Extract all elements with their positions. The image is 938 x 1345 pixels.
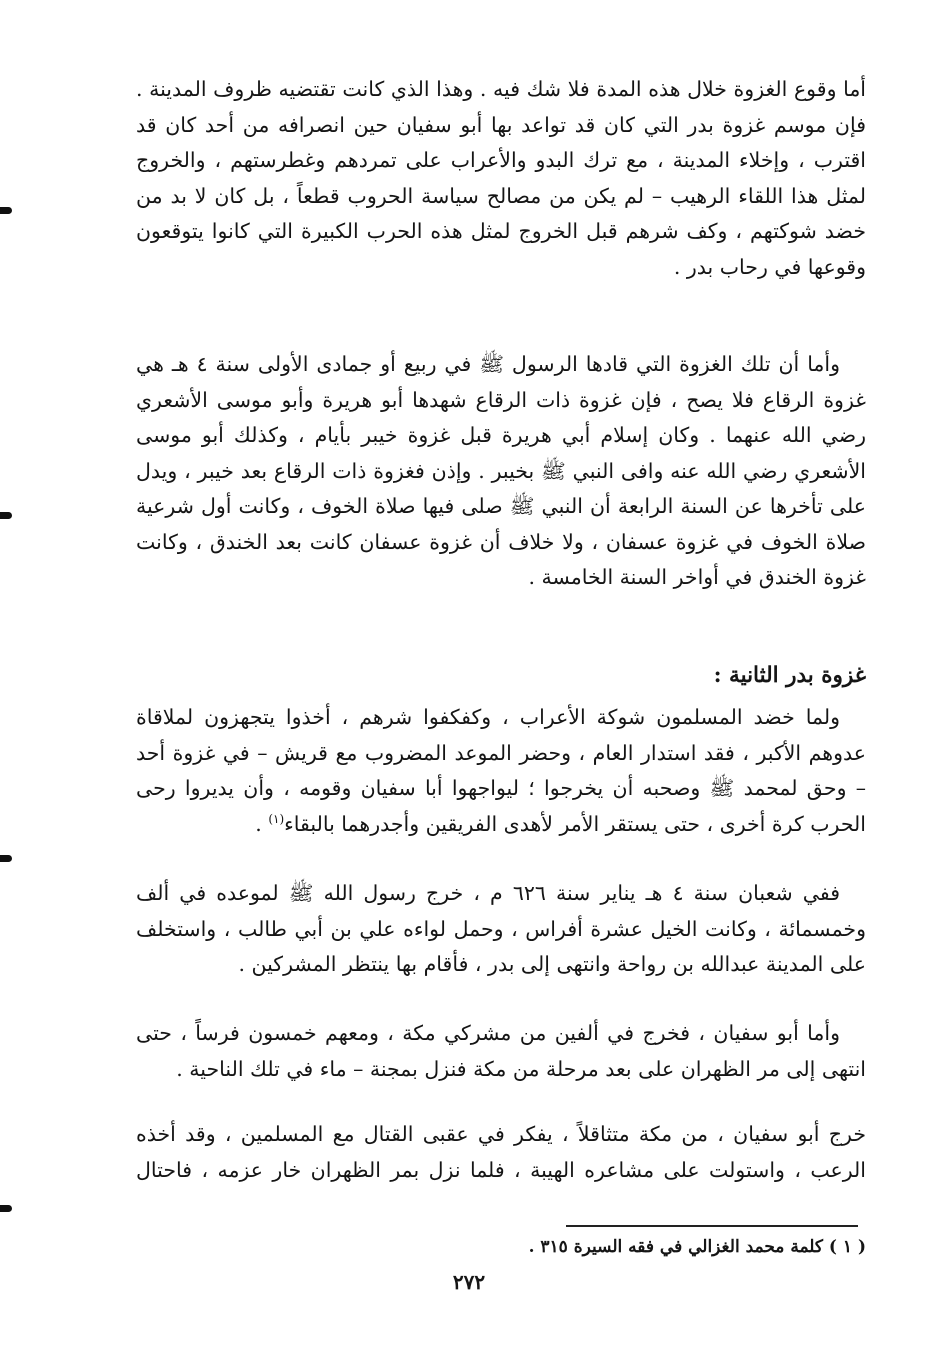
section-heading: غزوة بدر الثانية : bbox=[713, 663, 866, 688]
paragraph-4: ففي شعبان سنة ٤ هـ يناير سنة ٦٢٦ م ، خرج رسول الله ﷺ لموعده في ألف وخمسمائة ، وكانت الخيل عشرة أفراس ، وحمل لواءه علي بن أبي طالب ، واستخلف على المدينة عبدالله بن رواحة وانتهى إلى بدر ، فأقام بها ينتظر المشركين . bbox=[136, 881, 866, 976]
binding-mark bbox=[0, 1205, 12, 1212]
binding-mark bbox=[0, 207, 12, 214]
paragraph-6: خرج أبو سفيان ، من مكة متثاقلاً ، يفكر في عقبى القتال مع المسلمين ، وقد أخذه الرعب ، واستولت على مشاعره الهيبة ، فلما نزل بمر الظهران خار عزمه ، فاحتال bbox=[136, 1122, 866, 1182]
footnote-marker: (١) bbox=[268, 811, 285, 826]
footnote-divider bbox=[566, 1225, 858, 1227]
binding-mark bbox=[0, 855, 12, 862]
paragraph-3-end: . bbox=[255, 811, 269, 836]
paragraph-1: أما وقوع الغزوة خلال هذه المدة فلا شك فيه . وهذا الذي كانت تقتضيه ظروف المدينة . فإن موسم غزوة بدر التي كان قد تواعد بها أبو سفيان حين انصرافه من أحد كان قد اقترب ، وإخلاء المدينة ، مع ترك البدو والأعراب على تمردهم وغطرستهم ، والخروج لمثل هذا اللقاء الرهيب – لم يكن من مصالح سياسة الحروب قطعاً ، بل كان لا بد من خضد شوكتهم ، وكف شرهم قبل الخروج لمثل هذه الحرب الكبيرة التي كانوا يتوقعون وقوعها في رحاب بدر . bbox=[136, 77, 866, 279]
page-number: ٢٧٢ bbox=[452, 1270, 486, 1294]
paragraph-2: وأما أن تلك الغزوة التي قادها الرسول ﷺ في ربيع أو جمادى الأولى سنة ٤ هـ هي غزوة الرقاع فلا يصح ، فإن غزوة ذات الرقاع شهدها أبو هريرة وأبو موسى الأشعري رضي الله عنهما . وكان إسلام أبي هريرة قبل غزوة خيبر بأيام ، وكذلك أبو موسى الأشعري رضي الله عنه وافى النبي ﷺ بخيبر . وإذن فغزوة ذات الرقاع بعد خيبر ، ويدل على تأخرها عن السنة الرابعة أن النبي ﷺ صلى فيها صلاة الخوف ، وكانت أول شرعية صلاة الخوف في غزوة عسفان ، ولا خلاف أن غزوة عسفان كانت بعد الخندق ، وكانت غزوة الخندق في أواخر السنة الخامسة . bbox=[136, 352, 866, 589]
binding-mark bbox=[0, 512, 12, 519]
paragraph-3-text: ولما خضد المسلمون شوكة الأعراب ، وكفكفوا شرهم ، أخذوا يتجهزون لملاقاة عدوهم الأكبر ، فقد استدار العام ، وحضر الموعد المضروب مع قريش – في غزوة أحد – وحق لمحمد ﷺ وصحبه أن يخرجوا ؛ ليواجهوا أبا سفيان وقومه ، وأن يديروا رحى الحرب كرة أخرى ، حتى يستقر الأمر لأهدى الفريقين وأجدرهما بالبقاء bbox=[136, 705, 866, 836]
paragraph-3 bbox=[136, 700, 866, 842]
paragraph-5: وأما أبو سفيان ، فخرج في ألفين من مشركي مكة ، ومعهم خمسون فرساً ، حتى انتهى إلى مر الظهران على بعد مرحلة من مكة فنزل بمجنة – ماء في تلك الناحية . bbox=[136, 1021, 866, 1081]
footnote: ( ١ ) كلمة محمد الغزالي في فقه السيرة ٣١٥ . bbox=[528, 1237, 866, 1257]
